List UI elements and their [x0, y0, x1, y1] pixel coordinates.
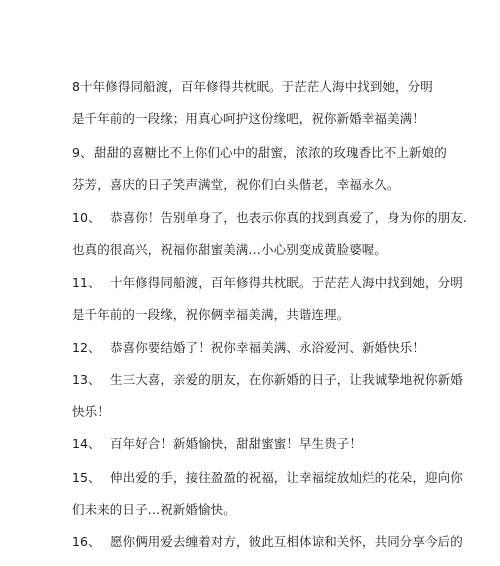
line-text: 是千年前的一段缘，祝你俩幸福美满，共谐连理。 [72, 307, 350, 322]
line-text: 8十年修得同船渡，百年修得共枕眠。于茫茫人海中找到她，分明 [72, 79, 433, 94]
text-line [72, 436, 492, 452]
item-number: 9、 [72, 145, 93, 160]
text-line [72, 111, 492, 127]
line-text: 恭喜你！告别单身了，也表示你真的找到真爱了，身为你的朋友. [110, 210, 467, 225]
line-text: 是千年前的一段缘；用真心呵护这份缘吧，祝你新婚幸福美满！ [72, 111, 425, 126]
line-text: 芬芳，喜庆的日子笑声满堂，祝你们白头偕老，幸福永久。 [72, 177, 400, 192]
bottom-fade [0, 550, 500, 566]
line-text: 伸出爱的手，接往盈盈的祝福，让幸福绽放灿烂的花朵，迎向你 [110, 470, 463, 485]
line-text: 恭喜你要结婚了！祝你幸福美满、永浴爱河、新婚快乐！ [110, 340, 426, 355]
text-line [72, 275, 492, 291]
item-number: 13、 [72, 372, 101, 387]
text-line [72, 502, 492, 518]
text-line [72, 242, 492, 258]
line-text: 快乐！ [72, 404, 110, 419]
text-line [72, 79, 492, 95]
text-line [72, 145, 492, 161]
text-line [72, 470, 492, 486]
line-text: 们未来的日子…祝新婚愉快。 [72, 502, 236, 517]
text-line [72, 534, 492, 550]
item-number: 12、 [72, 340, 101, 355]
text-line [72, 404, 492, 420]
line-text: 也真的很高兴，祝福你甜蜜美满…小心别变成黄脸婆喔。 [72, 242, 388, 257]
line-text: 百年好合！新婚愉快，甜甜蜜蜜！早生贵子！ [110, 436, 363, 451]
line-text: 生三大喜，亲爱的朋友，在你新婚的日子，让我诚挚地祝你新婚 [110, 372, 463, 387]
text-line [72, 177, 492, 193]
text-line [72, 340, 492, 356]
item-number: 11、 [72, 275, 101, 290]
line-text: 十年修得同船渡，百年修得共枕眠。于茫茫人海中找到她，分明 [110, 275, 463, 290]
item-number: 15、 [72, 470, 101, 485]
line-text: 甜甜的喜糖比不上你们心中的甜蜜，浓浓的玫瑰香比不上新娘的 [94, 145, 447, 160]
line-text: 愿你俩用爱去缠着对方，彼此互相体谅和关怀，共同分享今后的 [110, 534, 463, 549]
text-line [72, 307, 492, 323]
text-line [72, 210, 492, 226]
item-number: 14、 [72, 436, 101, 451]
text-line [72, 372, 492, 388]
item-number: 10、 [72, 210, 101, 225]
item-number: 16、 [72, 534, 101, 549]
